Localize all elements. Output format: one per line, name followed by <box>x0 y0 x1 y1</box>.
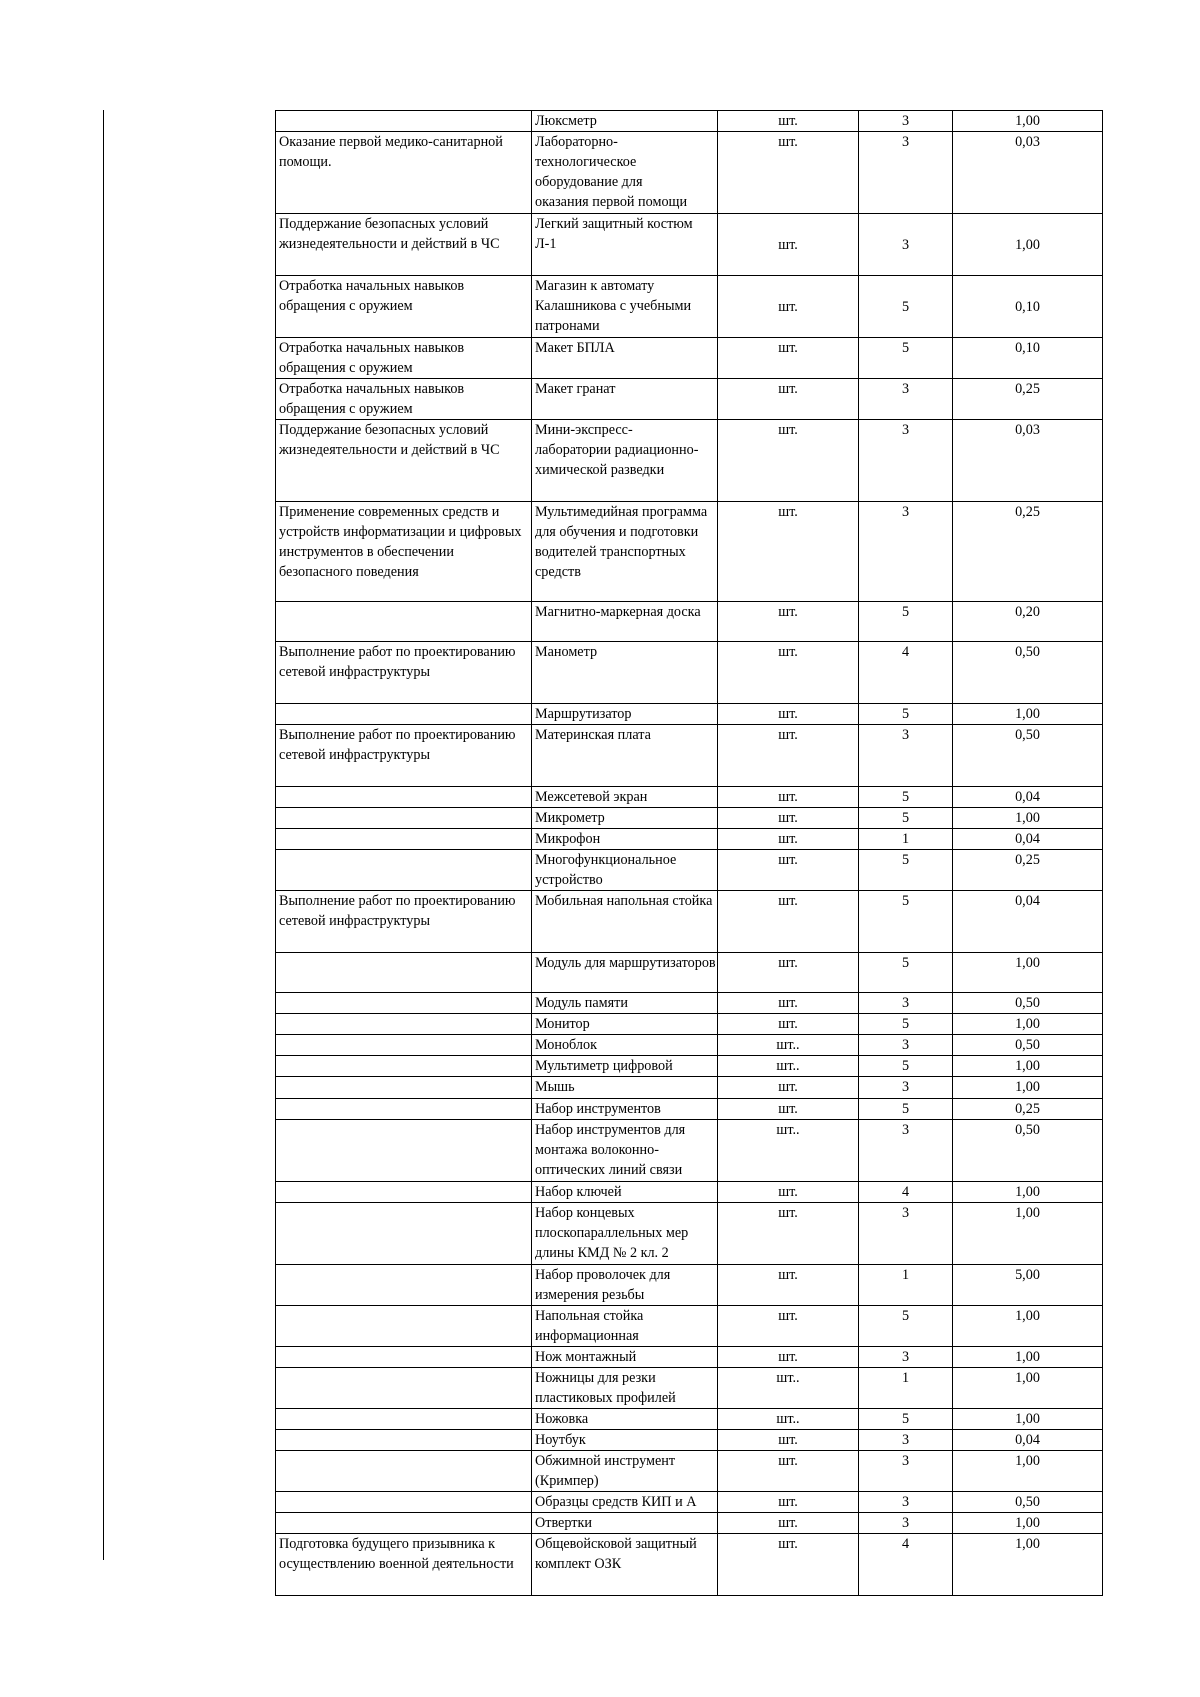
unit-cell: шт. <box>718 132 859 214</box>
quantity-cell: 3 <box>859 1035 953 1056</box>
norm-cell: 0,50 <box>953 725 1103 787</box>
norm-cell: 1,00 <box>953 111 1103 132</box>
quantity-cell: 3 <box>859 1451 953 1492</box>
purpose-cell <box>276 602 532 642</box>
purpose-cell <box>276 1203 532 1265</box>
table-row <box>276 704 1103 725</box>
unit-cell: шт. <box>718 338 859 379</box>
quantity-cell: 5 <box>859 704 953 725</box>
norm-cell: 1,00 <box>953 808 1103 829</box>
table-row <box>276 808 1103 829</box>
quantity-cell: 3 <box>859 1492 953 1513</box>
table-row <box>276 1099 1103 1120</box>
unit-cell: шт. <box>718 276 859 338</box>
table-row <box>276 787 1103 808</box>
purpose-cell: Поддержание безопасных условий жизнедеятельности и действий в ЧС <box>276 420 532 502</box>
purpose-cell <box>276 993 532 1014</box>
item-name-cell: Набор ключей <box>532 1182 718 1203</box>
purpose-cell <box>276 1513 532 1534</box>
purpose-cell <box>276 829 532 850</box>
table-row <box>276 420 1103 502</box>
unit-cell: шт. <box>718 787 859 808</box>
table-row <box>276 891 1103 953</box>
unit-cell: шт. <box>718 850 859 891</box>
norm-cell: 0,04 <box>953 787 1103 808</box>
unit-cell: шт. <box>718 1534 859 1596</box>
table-row <box>276 1077 1103 1099</box>
quantity-cell: 3 <box>859 1430 953 1451</box>
table-row <box>276 850 1103 891</box>
purpose-cell: Выполнение работ по проектированию сетевой инфраструктуры <box>276 891 532 953</box>
quantity-cell: 3 <box>859 502 953 602</box>
purpose-cell <box>276 1368 532 1409</box>
norm-cell: 1,00 <box>953 1513 1103 1534</box>
quantity-cell: 4 <box>859 1534 953 1596</box>
table-row <box>276 1513 1103 1534</box>
item-name-cell: Набор инструментов <box>532 1099 718 1120</box>
norm-cell: 1,00 <box>953 953 1103 993</box>
unit-cell: шт.. <box>718 1120 859 1182</box>
purpose-cell <box>276 1077 532 1099</box>
unit-cell: шт. <box>718 602 859 642</box>
quantity-cell: 4 <box>859 1182 953 1203</box>
norm-cell: 0,20 <box>953 602 1103 642</box>
norm-cell: 0,50 <box>953 993 1103 1014</box>
purpose-cell <box>276 1056 532 1077</box>
purpose-cell <box>276 1265 532 1306</box>
quantity-cell: 5 <box>859 1409 953 1430</box>
norm-cell: 1,00 <box>953 1056 1103 1077</box>
norm-cell: 0,50 <box>953 1120 1103 1182</box>
norm-cell: 5,00 <box>953 1265 1103 1306</box>
item-name-cell: Макет гранат <box>532 379 718 420</box>
quantity-cell: 3 <box>859 132 953 214</box>
purpose-cell: Отработка начальных навыков обращения с оружием <box>276 338 532 379</box>
norm-cell: 1,00 <box>953 1368 1103 1409</box>
unit-cell: шт. <box>718 829 859 850</box>
quantity-cell: 1 <box>859 1368 953 1409</box>
purpose-cell <box>276 1035 532 1056</box>
item-name-cell: Люксметр <box>532 111 718 132</box>
table-row <box>276 1014 1103 1035</box>
purpose-cell: Отработка начальных навыков обращения с оружием <box>276 276 532 338</box>
norm-cell: 0,25 <box>953 379 1103 420</box>
unit-cell: шт. <box>718 1451 859 1492</box>
item-name-cell: Отвертки <box>532 1513 718 1534</box>
norm-cell: 0,25 <box>953 1099 1103 1120</box>
purpose-cell <box>276 787 532 808</box>
purpose-cell: Отработка начальных навыков обращения с оружием <box>276 379 532 420</box>
purpose-cell <box>276 1306 532 1347</box>
quantity-cell: 1 <box>859 829 953 850</box>
table-row <box>276 1451 1103 1492</box>
table-row <box>276 1430 1103 1451</box>
norm-cell: 0,10 <box>953 338 1103 379</box>
quantity-cell: 3 <box>859 725 953 787</box>
item-name-cell: Ножовка <box>532 1409 718 1430</box>
left-margin-line <box>103 110 104 1560</box>
item-name-cell: Обжимной инструмент (Кримпер) <box>532 1451 718 1492</box>
table-row <box>276 1182 1103 1203</box>
quantity-cell: 3 <box>859 1203 953 1265</box>
norm-cell: 1,00 <box>953 1077 1103 1099</box>
item-name-cell: Модуль для маршрутизаторов <box>532 953 718 993</box>
purpose-cell <box>276 704 532 725</box>
table-row <box>276 953 1103 993</box>
unit-cell: шт. <box>718 1014 859 1035</box>
item-name-cell: Моноблок <box>532 1035 718 1056</box>
item-name-cell: Набор концевых плоскопараллельных мер длины КМД № 2 кл. 2 <box>532 1203 718 1265</box>
quantity-cell: 5 <box>859 787 953 808</box>
norm-cell: 1,00 <box>953 704 1103 725</box>
item-name-cell: Образцы средств КИП и А <box>532 1492 718 1513</box>
quantity-cell: 5 <box>859 808 953 829</box>
quantity-cell: 3 <box>859 379 953 420</box>
item-name-cell: Монитор <box>532 1014 718 1035</box>
norm-cell: 0,25 <box>953 850 1103 891</box>
norm-cell: 1,00 <box>953 1347 1103 1368</box>
norm-cell: 0,04 <box>953 1430 1103 1451</box>
unit-cell: шт.. <box>718 1409 859 1430</box>
norm-cell: 1,00 <box>953 1182 1103 1203</box>
purpose-cell: Выполнение работ по проектированию сетевой инфраструктуры <box>276 642 532 704</box>
quantity-cell: 3 <box>859 214 953 276</box>
unit-cell: шт. <box>718 1430 859 1451</box>
purpose-cell <box>276 1451 532 1492</box>
purpose-cell <box>276 1120 532 1182</box>
norm-cell: 0,04 <box>953 829 1103 850</box>
unit-cell: шт. <box>718 1077 859 1099</box>
quantity-cell: 3 <box>859 1347 953 1368</box>
norm-cell: 1,00 <box>953 1203 1103 1265</box>
purpose-cell <box>276 111 532 132</box>
table-row <box>276 338 1103 379</box>
table-row <box>276 111 1103 132</box>
norm-cell: 0,03 <box>953 132 1103 214</box>
unit-cell: шт. <box>718 953 859 993</box>
unit-cell: шт. <box>718 1203 859 1265</box>
unit-cell: шт. <box>718 725 859 787</box>
norm-cell: 1,00 <box>953 1534 1103 1596</box>
item-name-cell: Многофункциональное устройство <box>532 850 718 891</box>
item-name-cell: Макет БПЛА <box>532 338 718 379</box>
item-name-cell: Мышь <box>532 1077 718 1099</box>
item-name-cell: Модуль памяти <box>532 993 718 1014</box>
unit-cell: шт. <box>718 1513 859 1534</box>
quantity-cell: 5 <box>859 276 953 338</box>
norm-cell: 0,50 <box>953 1492 1103 1513</box>
table-row <box>276 1534 1103 1596</box>
quantity-cell: 5 <box>859 1306 953 1347</box>
item-name-cell: Общевойсковой защитный комплект ОЗК <box>532 1534 718 1596</box>
table-row <box>276 1409 1103 1430</box>
purpose-cell <box>276 1347 532 1368</box>
quantity-cell: 5 <box>859 1014 953 1035</box>
unit-cell: шт. <box>718 1182 859 1203</box>
table-row <box>276 379 1103 420</box>
norm-cell: 0,10 <box>953 276 1103 338</box>
table-row <box>276 1347 1103 1368</box>
quantity-cell: 3 <box>859 1513 953 1534</box>
unit-cell: шт. <box>718 420 859 502</box>
equipment-table <box>275 110 1103 1596</box>
table-row <box>276 725 1103 787</box>
table-row <box>276 214 1103 276</box>
unit-cell: шт. <box>718 1265 859 1306</box>
quantity-cell: 5 <box>859 891 953 953</box>
norm-cell: 1,00 <box>953 1451 1103 1492</box>
item-name-cell: Легкий защитный костюм Л-1 <box>532 214 718 276</box>
purpose-cell: Оказание первой медико-санитарной помощи. <box>276 132 532 214</box>
item-name-cell: Мультиметр цифровой <box>532 1056 718 1077</box>
quantity-cell: 5 <box>859 953 953 993</box>
item-name-cell: Магазин к автомату Калашникова с учебными патронами <box>532 276 718 338</box>
item-name-cell: Нож монтажный <box>532 1347 718 1368</box>
table-row <box>276 602 1103 642</box>
table-row <box>276 829 1103 850</box>
norm-cell: 0,25 <box>953 502 1103 602</box>
norm-cell: 0,50 <box>953 642 1103 704</box>
item-name-cell: Межсетевой экран <box>532 787 718 808</box>
quantity-cell: 3 <box>859 1077 953 1099</box>
unit-cell: шт. <box>718 704 859 725</box>
table-row <box>276 1368 1103 1409</box>
item-name-cell: Набор проволочек для измерения резьбы <box>532 1265 718 1306</box>
unit-cell: шт. <box>718 891 859 953</box>
purpose-cell <box>276 1430 532 1451</box>
purpose-cell: Подготовка будущего призывника к осуществлению военной деятельности <box>276 1534 532 1596</box>
quantity-cell: 5 <box>859 1099 953 1120</box>
purpose-cell <box>276 808 532 829</box>
item-name-cell: Магнитно-маркерная доска <box>532 602 718 642</box>
purpose-cell <box>276 1409 532 1430</box>
table-row <box>276 1120 1103 1182</box>
item-name-cell: Напольная стойка информационная <box>532 1306 718 1347</box>
item-name-cell: Манометр <box>532 642 718 704</box>
unit-cell: шт. <box>718 1492 859 1513</box>
quantity-cell: 5 <box>859 602 953 642</box>
unit-cell: шт. <box>718 502 859 602</box>
item-name-cell: Микрометр <box>532 808 718 829</box>
item-name-cell: Мультимедийная программа для обучения и подготовки водителей транспортных средств <box>532 502 718 602</box>
norm-cell: 0,03 <box>953 420 1103 502</box>
unit-cell: шт.. <box>718 1056 859 1077</box>
purpose-cell <box>276 850 532 891</box>
unit-cell: шт. <box>718 1099 859 1120</box>
item-name-cell: Мини-экспресс- лаборатории радиационно- химической разведки <box>532 420 718 502</box>
purpose-cell <box>276 953 532 993</box>
norm-cell: 1,00 <box>953 1306 1103 1347</box>
table-row <box>276 1492 1103 1513</box>
quantity-cell: 3 <box>859 1120 953 1182</box>
unit-cell: шт. <box>718 808 859 829</box>
unit-cell: шт. <box>718 1306 859 1347</box>
table-row <box>276 993 1103 1014</box>
unit-cell: шт.. <box>718 1368 859 1409</box>
quantity-cell: 1 <box>859 1265 953 1306</box>
table-row <box>276 1306 1103 1347</box>
item-name-cell: Материнская плата <box>532 725 718 787</box>
unit-cell: шт. <box>718 993 859 1014</box>
unit-cell: шт. <box>718 1347 859 1368</box>
table-row <box>276 1056 1103 1077</box>
item-name-cell: Лабораторно- технологическое оборудование для оказания первой помощи <box>532 132 718 214</box>
quantity-cell: 5 <box>859 1056 953 1077</box>
table-row <box>276 502 1103 602</box>
item-name-cell: Набор инструментов для монтажа волоконно-оптических линий связи <box>532 1120 718 1182</box>
quantity-cell: 3 <box>859 111 953 132</box>
unit-cell: шт. <box>718 214 859 276</box>
table-row <box>276 132 1103 214</box>
table-row <box>276 1265 1103 1306</box>
quantity-cell: 5 <box>859 338 953 379</box>
purpose-cell: Поддержание безопасных условий жизнедеятельности и действий в ЧС <box>276 214 532 276</box>
item-name-cell: Ноутбук <box>532 1430 718 1451</box>
equipment-table-body <box>276 111 1103 1596</box>
item-name-cell: Маршрутизатор <box>532 704 718 725</box>
unit-cell: шт. <box>718 642 859 704</box>
table-row <box>276 642 1103 704</box>
norm-cell: 1,00 <box>953 214 1103 276</box>
quantity-cell: 3 <box>859 993 953 1014</box>
quantity-cell: 3 <box>859 420 953 502</box>
table-row <box>276 276 1103 338</box>
norm-cell: 0,04 <box>953 891 1103 953</box>
quantity-cell: 4 <box>859 642 953 704</box>
item-name-cell: Мобильная напольная стойка <box>532 891 718 953</box>
purpose-cell <box>276 1492 532 1513</box>
purpose-cell <box>276 1014 532 1035</box>
item-name-cell: Ножницы для резки пластиковых профилей <box>532 1368 718 1409</box>
quantity-cell: 5 <box>859 850 953 891</box>
norm-cell: 0,50 <box>953 1035 1103 1056</box>
purpose-cell: Применение современных средств и устройств информатизации и цифровых инструментов в обеспечении безопасного поведения <box>276 502 532 602</box>
unit-cell: шт.. <box>718 1035 859 1056</box>
table-row <box>276 1035 1103 1056</box>
purpose-cell <box>276 1099 532 1120</box>
unit-cell: шт. <box>718 111 859 132</box>
norm-cell: 1,00 <box>953 1409 1103 1430</box>
unit-cell: шт. <box>718 379 859 420</box>
purpose-cell: Выполнение работ по проектированию сетевой инфраструктуры <box>276 725 532 787</box>
item-name-cell: Микрофон <box>532 829 718 850</box>
table-row <box>276 1203 1103 1265</box>
purpose-cell <box>276 1182 532 1203</box>
norm-cell: 1,00 <box>953 1014 1103 1035</box>
